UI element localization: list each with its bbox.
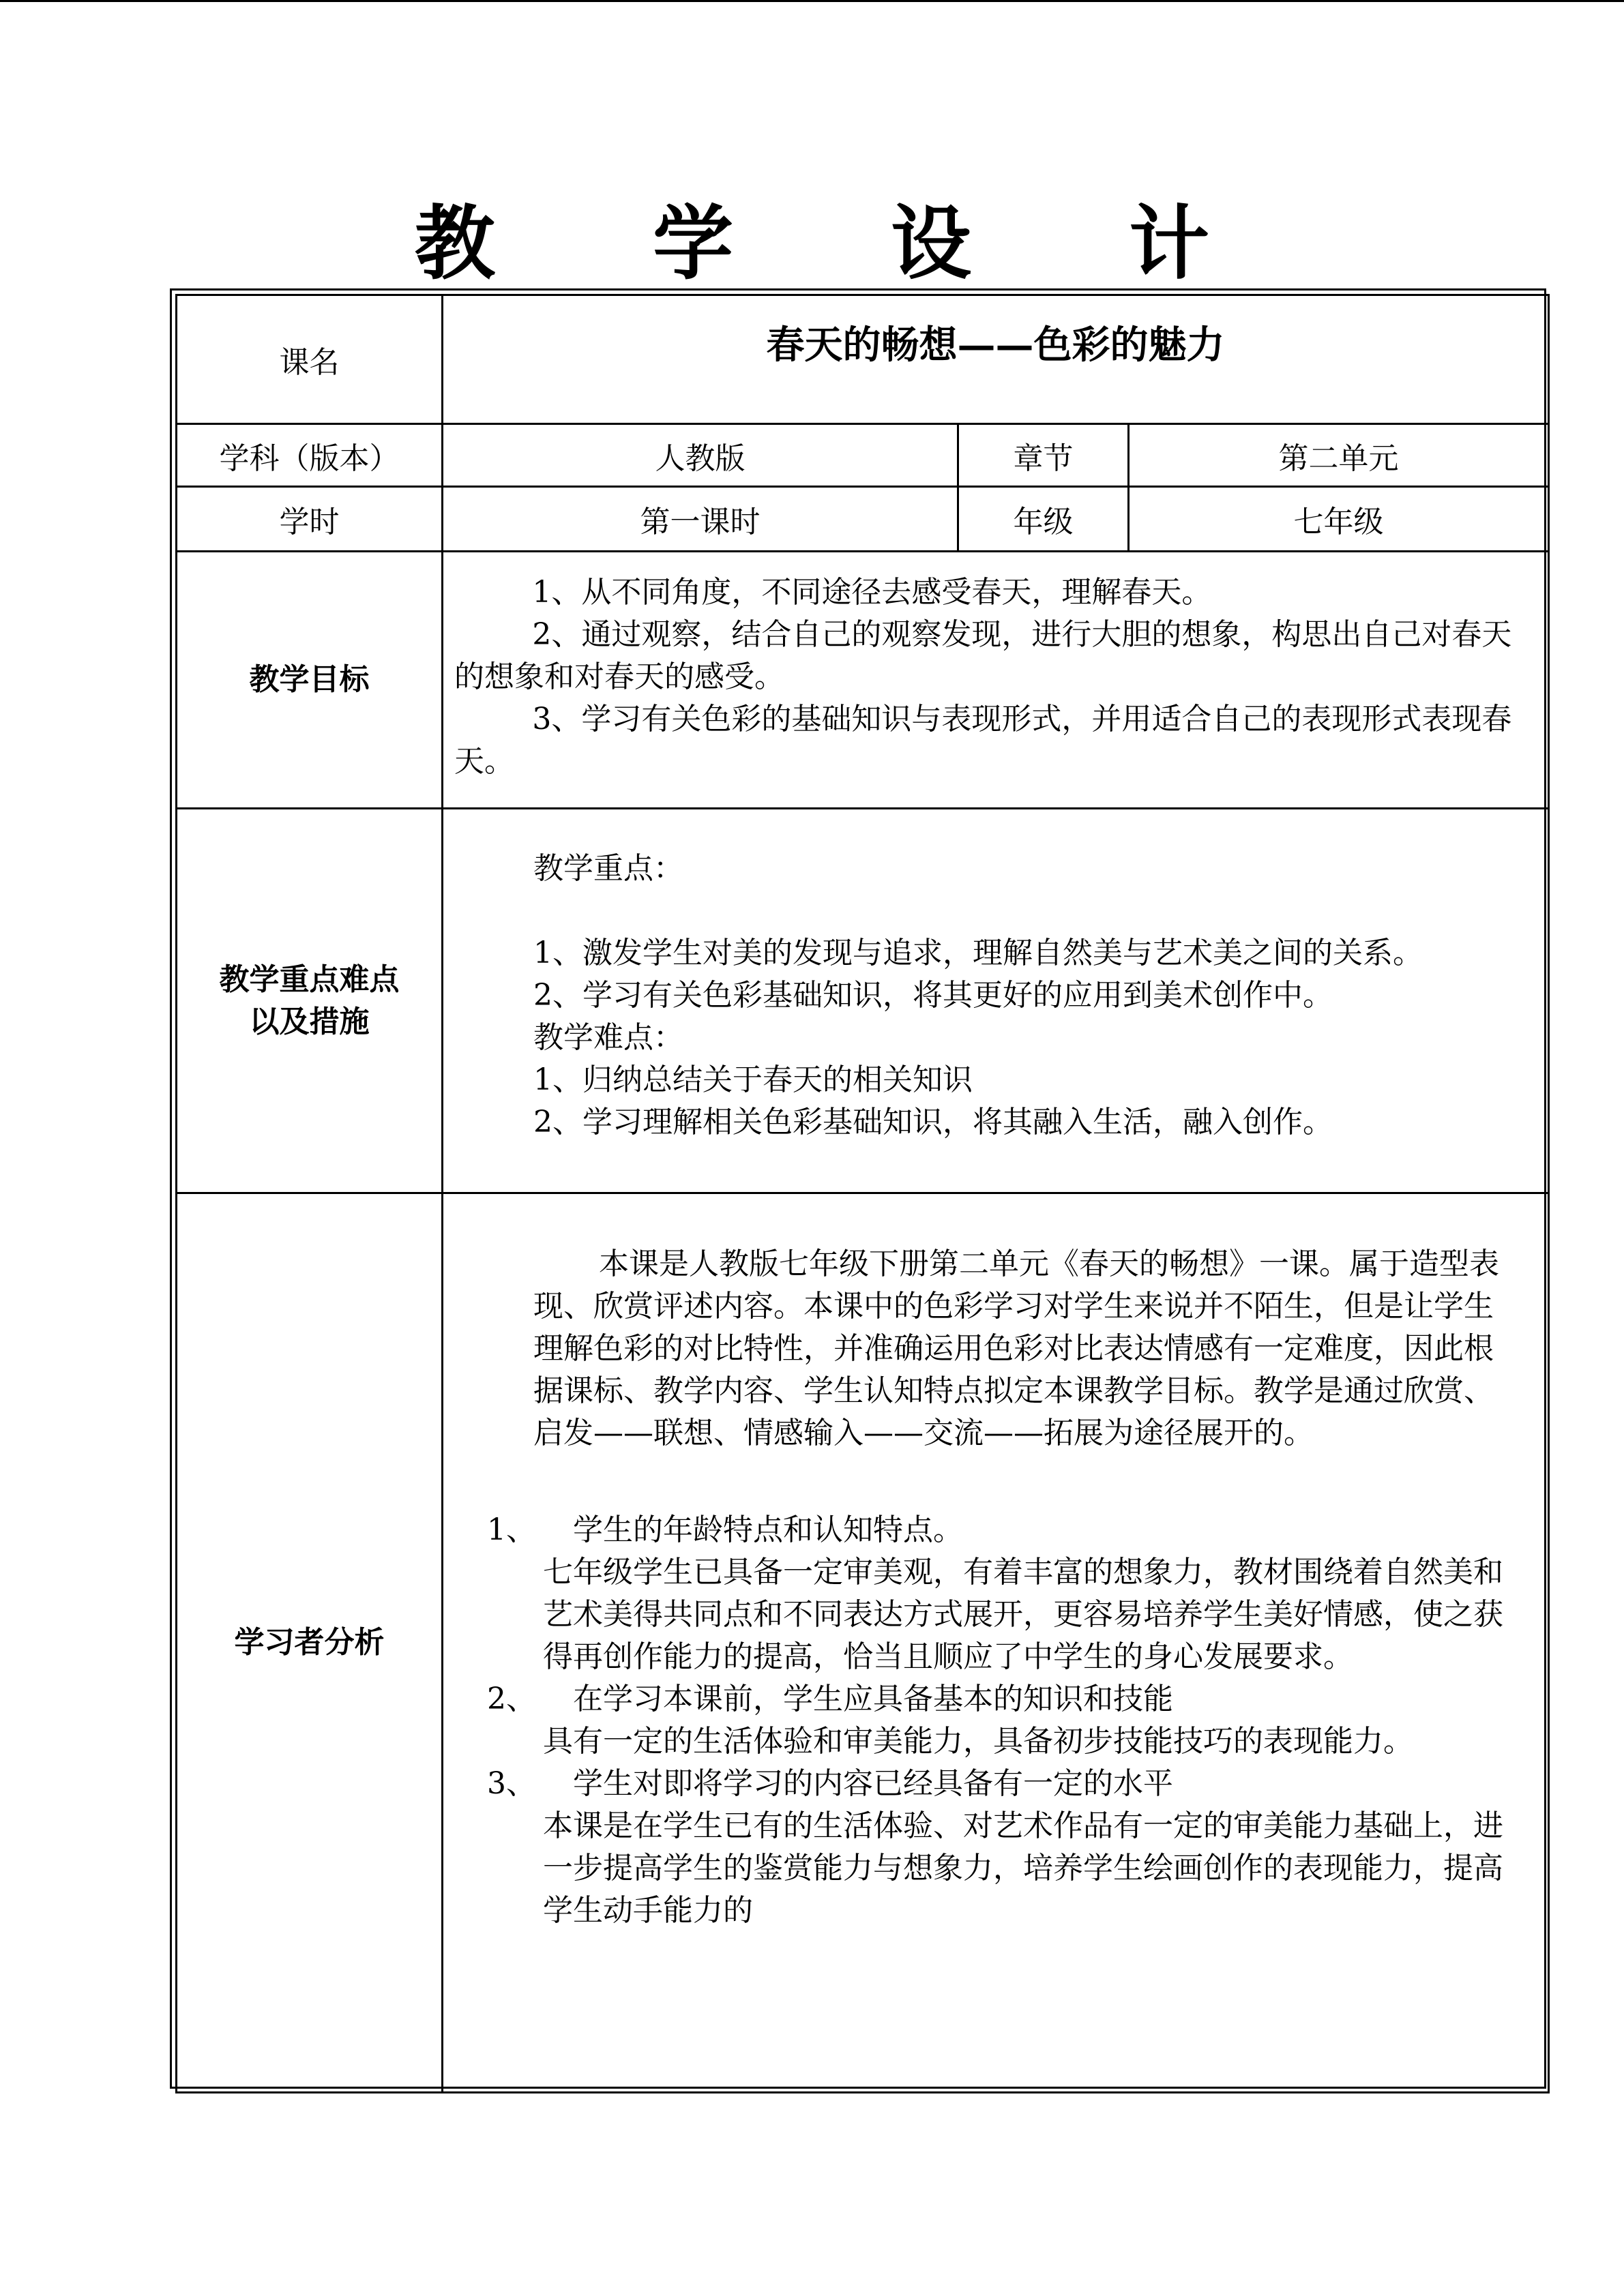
row-subject [177,424,1549,487]
chapter-value: 第二单元 [1129,424,1549,487]
page-title: 教 学 设 计 [414,196,1275,290]
focus-heading: 教学重点： [533,851,683,886]
difficulty-heading: 教学难点： [533,1020,683,1055]
course-name: 春天的畅想——色彩的魅力 [443,295,1549,424]
difficulty-item: 2、学习理解相关色彩基础知识，将其融入生活，融入创作。 [533,1105,1333,1139]
row-learner [177,1193,1549,2093]
period-label: 学时 [177,487,443,552]
goals-label: 教学目标 [177,552,443,809]
learner-content [443,1193,1549,2093]
row-period [177,487,1549,552]
top-rule [0,0,1624,2]
learner-point-heading [454,1509,1520,1551]
focus-item: 2、学习有关色彩基础知识，将其更好的应用到美术创作中。 [533,978,1333,1013]
focus-item: 1、激发学生对美的发现与追求，理解自然美与艺术美之间的关系。 [533,936,1423,970]
learner-point-number: 1、 [487,1512,536,1547]
learner-point-number: 3、 [487,1766,536,1801]
learner-point-heading [454,1678,1520,1720]
learner-point-number: 2、 [487,1682,536,1716]
subject-label: 学科（版本） [177,424,443,487]
key-points-label-line2: 以及措施 [249,1004,370,1039]
grade-label: 年级 [958,487,1129,552]
goal-item: 2、通过观察，结合自己的观察发现，进行大胆的想象，构思出自己对春天的想象和对春天的感受。 [454,617,1512,694]
learner-point-heading [454,1763,1520,1805]
chapter-label: 章节 [958,424,1129,487]
learner-point-body: 七年级学生已具备一定审美观，有着丰富的想象力，教材围绕着自然美和艺术美得共同点和不同表达方式展开，更容易培养学生美好情感，使之获得再创作能力的提高，恰当且顺应了中学生的身心发展要求。 [543,1555,1503,1674]
grade-value: 七年级 [1129,487,1549,552]
learner-point-title: 在学习本课前，学生应具备基本的知识和技能 [573,1682,1173,1716]
key-points-label [177,809,443,1193]
lesson-plan-table [175,294,1550,2093]
goal-item: 3、学习有关色彩的基础知识与表现形式，并用适合自己的表现形式表现春天。 [454,702,1512,779]
row-key-points [177,809,1549,1193]
key-points-content [443,809,1549,1193]
learner-point-body: 本课是在学生已有的生活体验、对艺术作品有一定的审美能力基础上，进一步提高学生的鉴赏能力与想象力，培养学生绘画创作的表现能力，提高学生动手能力的 [543,1808,1503,1928]
learner-point-body: 具有一定的生活体验和审美能力，具备初步技能技巧的表现能力。 [543,1724,1413,1759]
learner-intro: 本课是人教版七年级下册第二单元《春天的畅想》一课。属于造型表现、欣赏评述内容。本课中的色彩学习对学生来说并不陌生，但是让学生理解色彩的对比特性，并准确运用色彩对比表达情感有一定难度，因此根据课标、教学内容、学生认知特点拟定本课教学目标。教学是通过欣赏、启发——联想、情感输入——交流——拓展为途径展开的。 [533,1247,1499,1450]
learner-point-title: 学生对即将学习的内容已经具备有一定的水平 [573,1766,1173,1801]
goal-item: 1、从不同角度，不同途径去感受春天，理解春天。 [532,575,1212,610]
key-points-label-line1: 教学重点难点 [219,961,400,997]
period-value: 第一课时 [443,487,958,552]
goals-content [443,552,1549,809]
row-goals [177,552,1549,809]
learner-point-title: 学生的年龄特点和认知特点。 [573,1512,963,1547]
course-label: 课名 [177,295,443,424]
difficulty-item: 1、归纳总结关于春天的相关知识 [533,1062,973,1097]
row-course [177,295,1549,424]
learner-label: 学习者分析 [177,1193,443,2093]
subject-value: 人教版 [443,424,958,487]
